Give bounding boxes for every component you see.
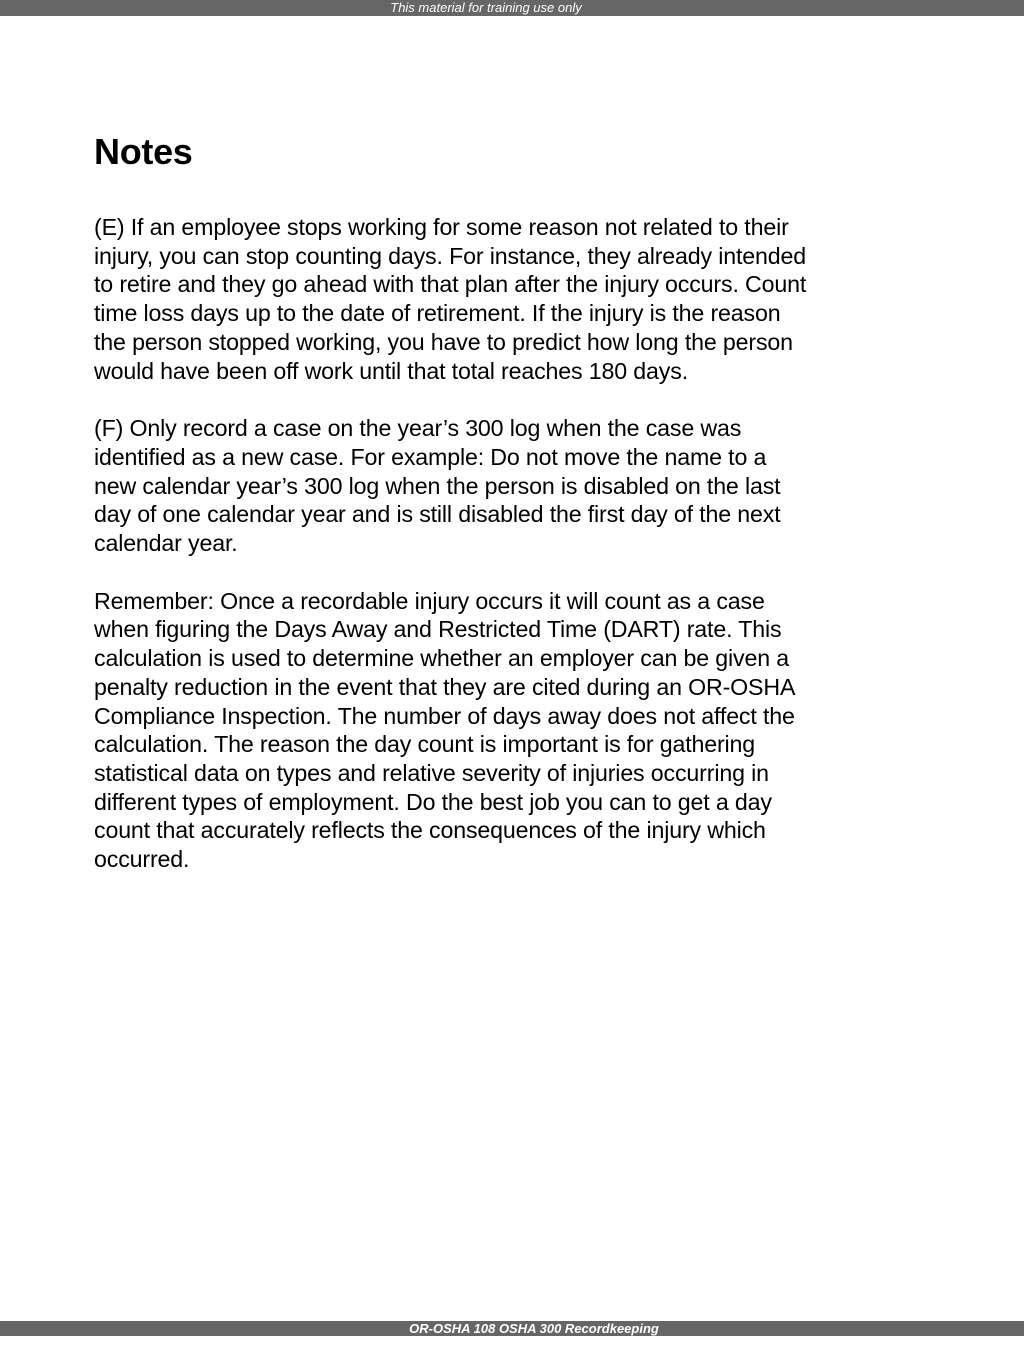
text-line: count that accurately reflects the consequences of the injury which — [94, 817, 766, 844]
text-line: identified as a new case. For example: Do not move the name to a — [94, 443, 767, 470]
text-line: calculation is used to determine whether an employer can be given a — [94, 645, 790, 672]
text-line: Remember: Once a recordable injury occurs it will count as a case — [94, 587, 765, 614]
page-title: Notes — [94, 131, 193, 172]
header-banner-text: This material for training use only — [390, 0, 582, 15]
text-line: day of one calendar year and is still disabled the first day of the next — [94, 501, 781, 528]
text-line: time loss days up to the date of retirement. If the injury is the reason — [94, 300, 781, 327]
text-line: would have been off work until that total reaches 180 days. — [94, 357, 688, 384]
text-line: different types of employment. Do the best job you can to get a day — [94, 788, 772, 815]
text-line: the person stopped working, you have to predict how long the person — [94, 328, 793, 355]
text-line: (F) Only record a case on the year’s 300 log when the case was — [94, 415, 742, 442]
text-line: when figuring the Days Away and Restricted Time (DART) rate. This — [94, 616, 782, 643]
text-line: to retire and they go ahead with that plan after the injury occurs. Count — [94, 271, 807, 298]
text-line: statistical data on types and relative severity of injuries occurring in — [94, 759, 769, 786]
text-line: calculation. The reason the day count is important is for gathering — [94, 731, 756, 758]
header-banner — [0, 0, 1024, 16]
text-line: occurred. — [94, 846, 190, 873]
footer-banner-text: OR-OSHA 108 OSHA 300 Recordkeeping — [409, 1321, 659, 1336]
text-line: Compliance Inspection. The number of days away does not affect the — [94, 702, 795, 729]
footer-banner — [0, 1321, 1024, 1336]
text-line: injury, you can stop counting days. For instance, they already intended — [94, 242, 807, 269]
note-paragraph-remember — [94, 587, 939, 874]
text-line: new calendar year’s 300 log when the person is disabled on the last — [94, 472, 781, 499]
notes-body — [94, 213, 939, 903]
text-line: calendar year. — [94, 530, 238, 557]
text-line: (E) If an employee stops working for some reason not related to their — [94, 214, 789, 240]
note-paragraph-f — [94, 414, 939, 558]
text-line: penalty reduction in the event that they are cited during an OR-OSHA — [94, 673, 796, 700]
note-paragraph-e — [94, 213, 939, 385]
